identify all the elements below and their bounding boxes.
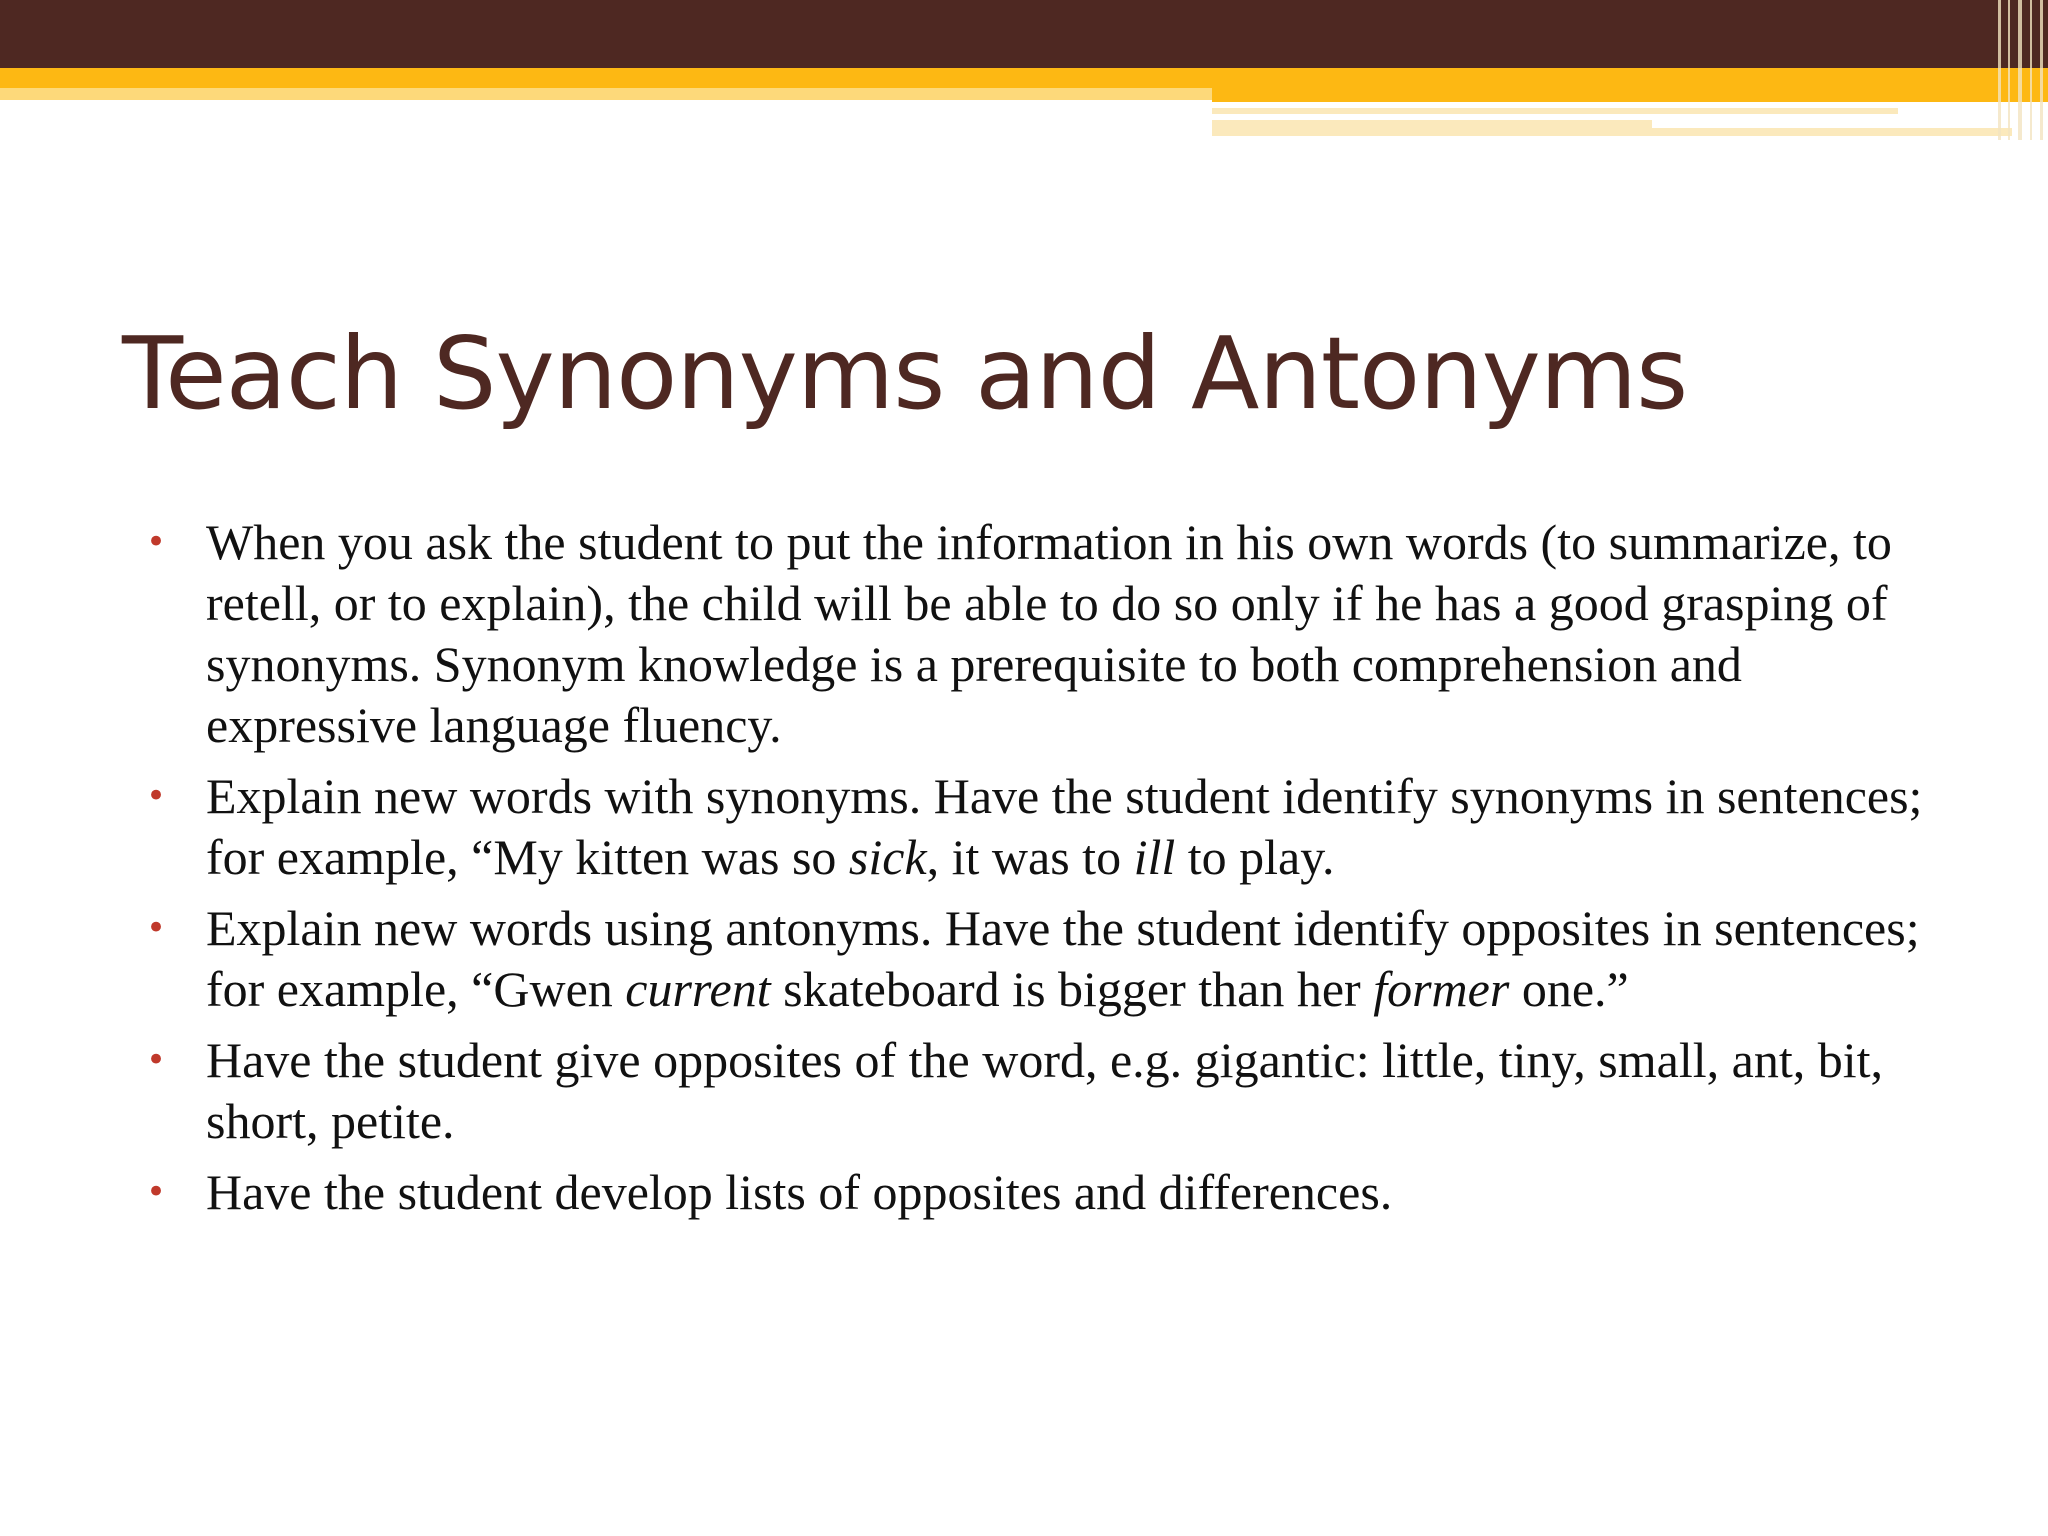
bullet-text-run: Have the student give opposites of the word, e.g. gigantic: little, tiny, small, ant, bit, short, petite. [206,1032,1884,1149]
bullet-text-emphasis: ill [1133,829,1176,885]
slide-title: Teach Synonyms and Antonyms [122,315,1688,432]
header-gold-stripe-right [1212,88,2048,102]
bullet-text-run: When you ask the student to put the information in his own words (to summarize, to retell, or to explain), the child will be able to do so only if he has a good grasping of synonyms. Synonym knowledge is a prerequisite to both comprehension and expressive language fluency. [206,514,1892,753]
bullet-text-emphasis: current [625,961,771,1017]
header-accent-line [1212,108,1898,114]
bullet-text-emphasis: former [1373,961,1510,1017]
bullet-text-run: one.” [1509,961,1629,1017]
bullet-text [206,898,1926,1020]
bullet-text-run: Explain new words with synonyms. Have the student identify synonyms in sentences; for example, “My kitten was so [206,768,1923,885]
bullet-text-run: , it was to [926,829,1134,885]
bullet-text-run: Have the student develop lists of opposites and differences. [206,1164,1393,1220]
bullet-dot-icon: • [146,1172,167,1212]
header-gold-stripe [0,68,2048,88]
bullet-item [146,1030,1926,1152]
bullet-text-run: Explain new words using antonyms. Have the student identify opposites in sentences; for example, “Gwen [206,900,1920,1017]
bullet-dot-icon: • [146,776,167,816]
bullet-item [146,1162,1926,1223]
bullet-text [206,512,1926,756]
header-accent-line [1212,120,1652,136]
bullet-item [146,898,1926,1020]
bullet-dot-icon: • [146,1040,167,1080]
bullet-item [146,766,1926,888]
bullet-text-emphasis: sick [848,829,927,885]
bullet-text [206,1162,1926,1223]
bullet-dot-icon: • [146,522,167,562]
header-edge-lines [1990,0,2048,140]
header-band [0,0,2048,68]
header-accent-line [1652,128,2012,136]
bullet-text [206,766,1926,888]
bullet-text-run: skateboard is bigger than her [770,961,1374,1017]
bullet-text [206,1030,1926,1152]
header-light-stripe [0,88,1212,100]
bullet-list [146,512,1926,1233]
bullet-text-run: to play. [1175,829,1335,885]
bullet-item [146,512,1926,756]
bullet-dot-icon: • [146,908,167,948]
